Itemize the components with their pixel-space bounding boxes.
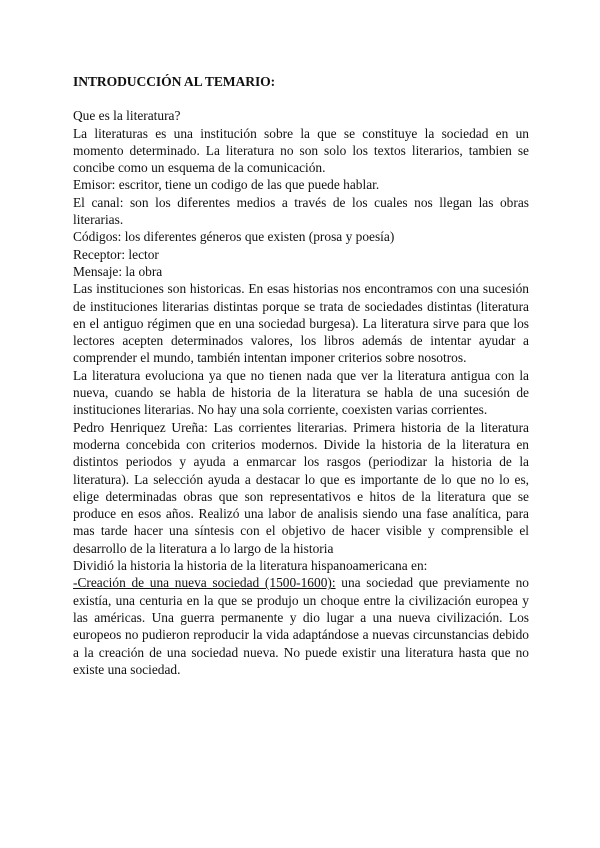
paragraph-emisor: Emisor: escritor, tiene un codigo de las que puede hablar. (73, 177, 380, 193)
paragraph-division: Dividió la historia la historia de la literatura hispanoamericana en: (73, 558, 428, 574)
paragraph-henriquez-urena: Pedro Henriquez Ureña: Las corrientes literarias. Primera historia de la literatura moderna concebida con criterios modernos. Divide la historia de la literatura en distintos periodos y ayuda a enmarcar los rasgos (periodizar la historia de la literatura). La selección ayuda a destacar lo que es importante de lo que no lo es, elige determinadas obras que son representativos e hitos de la literatura que se produce en esos años. Realizó una labor de analisis siendo una fase analítica, para mas tarde hacer una síntesis con el objetivo de hacer visible y comprensible el desarrollo de la literatura a lo largo de la historia (73, 419, 529, 556)
paragraph-instituciones: Las instituciones son historicas. En esas historias nos encontramos con una sucesión de instituciones literarias distintas porque se trata de sociedades distintas (literatura en el antiguo régimen que en una sociedad burgesa). La literatura sirve para que los lectores acepten determinados valores, los libros además de intentar ayudar a comprender el mundo, también intentan imponer criterios sobre nosotros. (73, 281, 529, 366)
paragraph-codigos: Códigos: los diferentes géneros que existen (prosa y poesía) (73, 229, 395, 245)
document-title: INTRODUCCIÓN AL TEMARIO: (73, 74, 276, 89)
paragraph-canal: El canal: son los diferentes medios a través de los cuales nos llegan las obras literarias. (73, 194, 529, 228)
paragraph-mensaje: Mensaje: la obra (73, 263, 163, 279)
section-nueva-sociedad (73, 574, 529, 678)
document-page (73, 73, 529, 678)
paragraph-evolucion: La literatura evoluciona ya que no tienen nada que ver la literatura antigua con la nueva, cuando se habla de historia de la literatura se habla de una sucesión de instituciones literarias. No hay una sola corriente, coexisten varias corrientes. (73, 367, 529, 418)
question-line: Que es la literatura? (73, 108, 181, 124)
section-heading: -Creación de una nueva sociedad (1500-1600): (73, 575, 336, 591)
paragraph-definition: La literaturas es una institución sobre la que se constituye la sociedad en un momento determinado. La literatura no son solo los textos literarios, tambien se concibe como un esquema de la comunicación. (73, 125, 529, 176)
section-text: una sociedad que previamente no existía, una centuria en la que se produjo un choque entre la civilización europea y las américas. Una guerra permanente y dio lugar a una nueva civilización. Los europeos no pudieron reproducir la vida adaptándose a nuevas circunstancias debido a la creación de una sociedad nueva. No puede existir una literatura hasta que no existe una sociedad. (73, 575, 529, 677)
paragraph-receptor: Receptor: lector (73, 246, 159, 262)
